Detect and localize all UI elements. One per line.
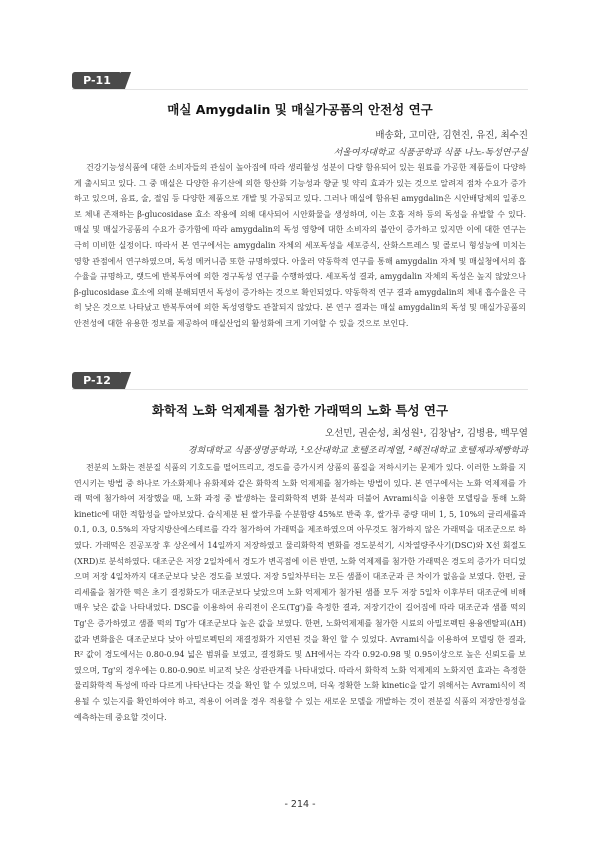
section-divider bbox=[72, 89, 528, 90]
section-badge-p11: P-11 bbox=[72, 72, 122, 89]
paper-authors: 배송화, 고미란, 김현진, 유진, 최수진 bbox=[375, 130, 528, 141]
paper-authors: 오선민, 권순성, 최성원¹, 김창남², 김병용, 백무열 bbox=[324, 428, 528, 439]
paper-title: 매실 Amygdalin 및 매실가공품의 안전성 연구 bbox=[167, 102, 433, 117]
paper-affiliation: 경희대학교 식품생명공학과, ¹오산대학교 호텔조리계열, ²혜전대학교 호텔제과제빵학과 bbox=[187, 446, 528, 456]
paper-abstract: 전분의 노화는 전분질 식품의 기호도를 떨어뜨리고, 경도를 증가시켜 상품의 품질을 저하시키는 문제가 있다. 이러한 노화를 지연시키는 방법 중 하나로 가소화제나 유화제와 같은 화학적 노화 억제제를 첨가하는 방법이 있다. 본 연구에서는 노화 억제제를 가래 떡에 첨가하여 저장했을 때, 노화 과정 중 발생하는 물리화학적 변화 분석과 더불어 Avrami식을 이용한 모델링을 통해 노화 kinetic에 대한 적합성을 알아보았다. 습식제분 된 쌀가루를 수분함량 45%로 반죽 후, 쌀가루 중량 대비 1, 5, 10%의 글리세롤과 0.1, 0.3, 0.5%의 자당지방산에스테르를 각각 첨가하여 가래떡을 제조하였으며 아무것도 첨가하지 않은 가래떡을 대조군으로 하였다. 가래떡은 진공포장 후 상온에서 14일까지 저장하였고 물리화학적 변화를 경도분석기, 시차열량주사기(DSC)와 X선 회절도(XRD)로 분석하였다. 대조군은 저장 2일차에서 경도가 변곡점에 이른 반면, 노화 억제제를 첨가한 가래떡은 경도의 증가가 더디었으며 저장 4일차까지 대조군보다 낮은 경도를 보였다. 저장 5일차부터는 모든 샘플이 대조군과 큰 차이가 없음을 보였다. 한편, 글리세롤을 첨가한 떡은 초기 결정화도가 대조군보다 낮았으며 노화 억제제가 첨가된 샘플 모두 저장 5일차 이후부터 대조군에 비해 매우 낮은 값을 나타내었다. DSC를 이용하여 유리전이 온도(Tg')를 측정한 결과, 저장기간이 길어짐에 따라 대조군과 샘플 떡의 Tg'은 증가하였고 샘플 떡의 Tg'가 대조군보다 높은 값을 보였다. 한편, 노화억제제를 첨가한 시료의 아밀로펙틴 용융엔탈피(ΔH)값과 변화율은 대조군보다 낮아 아밀로펙틴의 재결정화가 지연된 것을 확인 할 수 있었다. Avrami식을 이용하여 모델링 한 결과, R² 값이 경도에서는 0.80-0.94 넓은 범위를 보였고, 결정화도 및 ΔH에서는 각각 0.92-0.98 및 0.95이상으로 높은 신뢰도를 보였으며, Tg'의 경우에는 0.80-0.90로 비교적 낮은 상관관계를 나타내었다. 따라서 화학적 노화 억제제의 노화지연 효과는 측정한 물리화학적 특성에 따라 다르게 나타난다는 것을 확인 할 수 있었으며, 더욱 정확한 노화 kinetic을 알기 위해서는 Avrami식이 적용될 수 있는지를 확인하여야 하고, 적용이 어려울 경우 적용할 수 있는 새로운 모델을 개발하는 것이 전분질 식품의 저장안정성을 예측하는데 중요할 것이다. bbox=[74, 463, 526, 722]
paper-abstract: 건강기능성식품에 대한 소비자들의 관심이 높아짐에 따라 생리활성 성분이 다량 함유되어 있는 원료를 가공한 제품들이 다양하게 출시되고 있다. 그 중 매실은 다양한 유기산에 의한 항산화 기능성과 향균 및 약리 효과가 있는 것으로 알려져 점차 수요가 증가하고 있으며, 음료, 술, 절임 등 다양한 제품으로 개발 및 가공되고 있다. 그러나 매실에 함유된 amygdalin은 시안배당체의 일종으로 체내 존재하는 β-glucosidase 효소 작용에 의해 대사되어 시안화물을 생성하며, 이는 호흡 저하 등의 독성을 유발할 수 있다. 매실 및 매실가공품의 수요가 증가함에 따라 amygdalin의 독성 영향에 대한 소비자의 불안이 증가하고 있지만 이에 대한 연구는 극히 미비한 실정이다. 따라서 본 연구에서는 amygdalin 자체의 세포독성을 세포증식, 산화스트레스 및 콜로니 형성능에 미치는 영향 관점에서 연구하였으며, 독성 메커니즘 또한 규명하였다. 아울러 약동학적 연구를 통해 amygdalin 자체 및 매실청에서의 흡수율을 규명하고, 랫드에 반복투여에 의한 경구독성 연구를 수행하였다. 세포독성 결과, amygdalin 자체의 독성은 높지 않았으나 β-glucosidase 효소에 의해 분해되면서 독성이 증가하는 것으로 확인되었다. 약동학적 연구 결과 amygdalin의 체내 흡수율은 극히 낮은 것으로 나타났고 반복투여에 의한 독성영향도 관찰되지 않았다. 본 연구 결과는 매실 amygdalin의 독성 및 매실가공품의 안전성에 대한 유용한 정보를 제공하여 매실산업의 활성화에 크게 기여할 수 있을 것으로 보인다. bbox=[74, 163, 526, 328]
paper-affiliation: 서울여자대학교 식품공학과 식품 나노-독성연구실 bbox=[333, 148, 528, 158]
page-number: - 214 - bbox=[284, 799, 316, 810]
section-badge-p12: P-12 bbox=[72, 372, 122, 389]
paper-title: 화학적 노화 억제제를 첨가한 가래떡의 노화 특성 연구 bbox=[151, 403, 449, 418]
section-divider bbox=[72, 389, 528, 390]
